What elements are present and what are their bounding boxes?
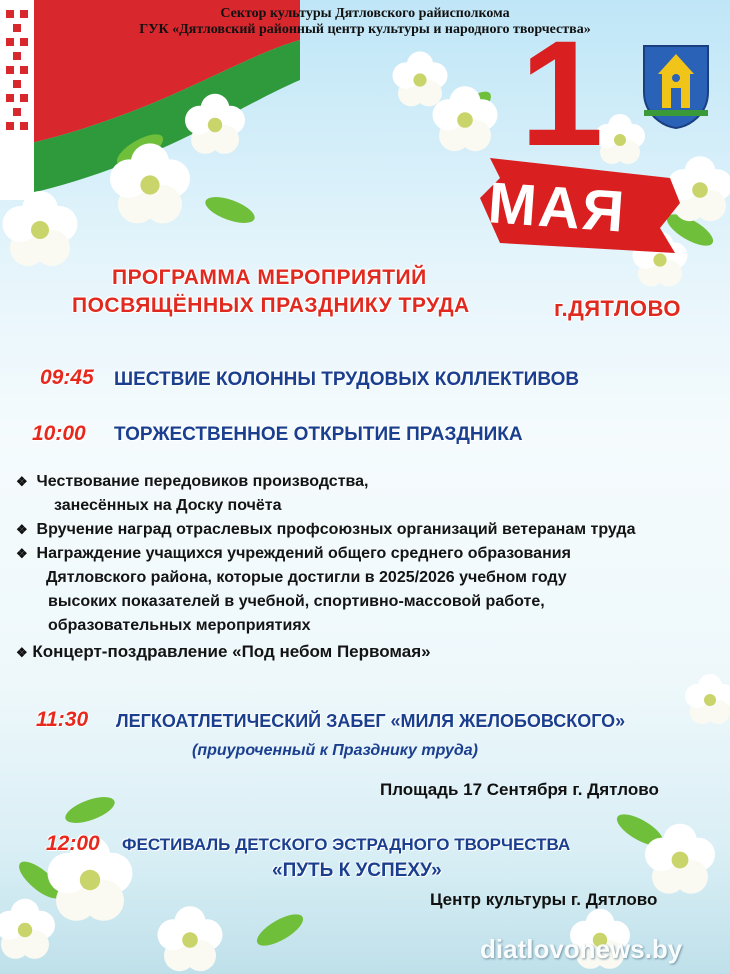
list-item [16, 470, 716, 494]
event-subtitle: (приуроченный к Празднику труда) [192, 742, 478, 759]
bullet-text: Дятловского района, которые достигли в 2025/2026 учебном году [46, 569, 567, 586]
badge-number: 1 [520, 9, 604, 177]
organizer-line-2: ГУК «Дятловский районный центр культуры и народного творчества» [139, 22, 591, 37]
may-day-badge [470, 9, 690, 268]
diamond-bullet-icon: ❖ [16, 546, 28, 561]
event-time: 12:00 [46, 832, 100, 855]
event-time: 10:00 [32, 422, 86, 445]
event-title-2: «ПУТЬ К УСПЕХУ» [272, 860, 442, 881]
event-title: ШЕСТВИЕ КОЛОННЫ ТРУДОВЫХ КОЛЛЕКТИВОВ [114, 369, 580, 390]
bullet-text: Чествование передовиков производства, [36, 473, 369, 490]
event-title: ТОРЖЕСТВЕННОЕ ОТКРЫТИЕ ПРАЗДНИКА [114, 424, 523, 445]
diamond-bullet-icon: ❖ [16, 522, 28, 537]
program-title-line-1: ПРОГРАММА МЕРОПРИЯТИЙ [112, 266, 427, 289]
bullet-text: Вручение наград отраслевых профсоюзных организаций ветеранам труда [36, 521, 636, 538]
badge-word: МАЯ [485, 170, 629, 245]
list-item [16, 518, 716, 542]
bullet-text: образовательных мероприятиях [48, 617, 311, 634]
bullet-text: высоких показателей в учебной, спортивно-массовой работе, [48, 593, 545, 610]
program-bullet-list [16, 470, 716, 665]
diamond-bullet-icon: ❖ [16, 645, 28, 660]
event-title: ЛЕГКОАТЛЕТИЧЕСКИЙ ЗАБЕГ «МИЛЯ ЖЕЛОБОВСКОГО» [116, 711, 626, 731]
city-title: г.ДЯТЛОВО [554, 296, 681, 321]
event-title: ФЕСТИВАЛЬ ДЕТСКОГО ЭСТРАДНОГО ТВОРЧЕСТВА [122, 835, 571, 854]
watermark: diatlovonews.by [480, 934, 683, 964]
list-item [16, 542, 716, 566]
program-title-line-2: ПОСВЯЩЁННЫХ ПРАЗДНИКУ ТРУДА [72, 294, 470, 317]
event-place: Центр культуры г. Дятлово [430, 890, 658, 909]
event-place: Площадь 17 Сентября г. Дятлово [380, 780, 659, 799]
event-time: 11:30 [36, 708, 89, 731]
organizer-line-1: Сектор культуры Дятловского райисполкома [220, 6, 510, 21]
bullet-text: занесённых на Доску почёта [54, 497, 282, 514]
list-item [16, 640, 716, 665]
bullet-text: Награждение учащихся учреждений общего среднего образования [36, 545, 571, 562]
diamond-bullet-icon: ❖ [16, 474, 28, 489]
event-time: 09:45 [40, 366, 94, 389]
bullet-text: Концерт-поздравление «Под небом Первомая» [32, 642, 431, 661]
